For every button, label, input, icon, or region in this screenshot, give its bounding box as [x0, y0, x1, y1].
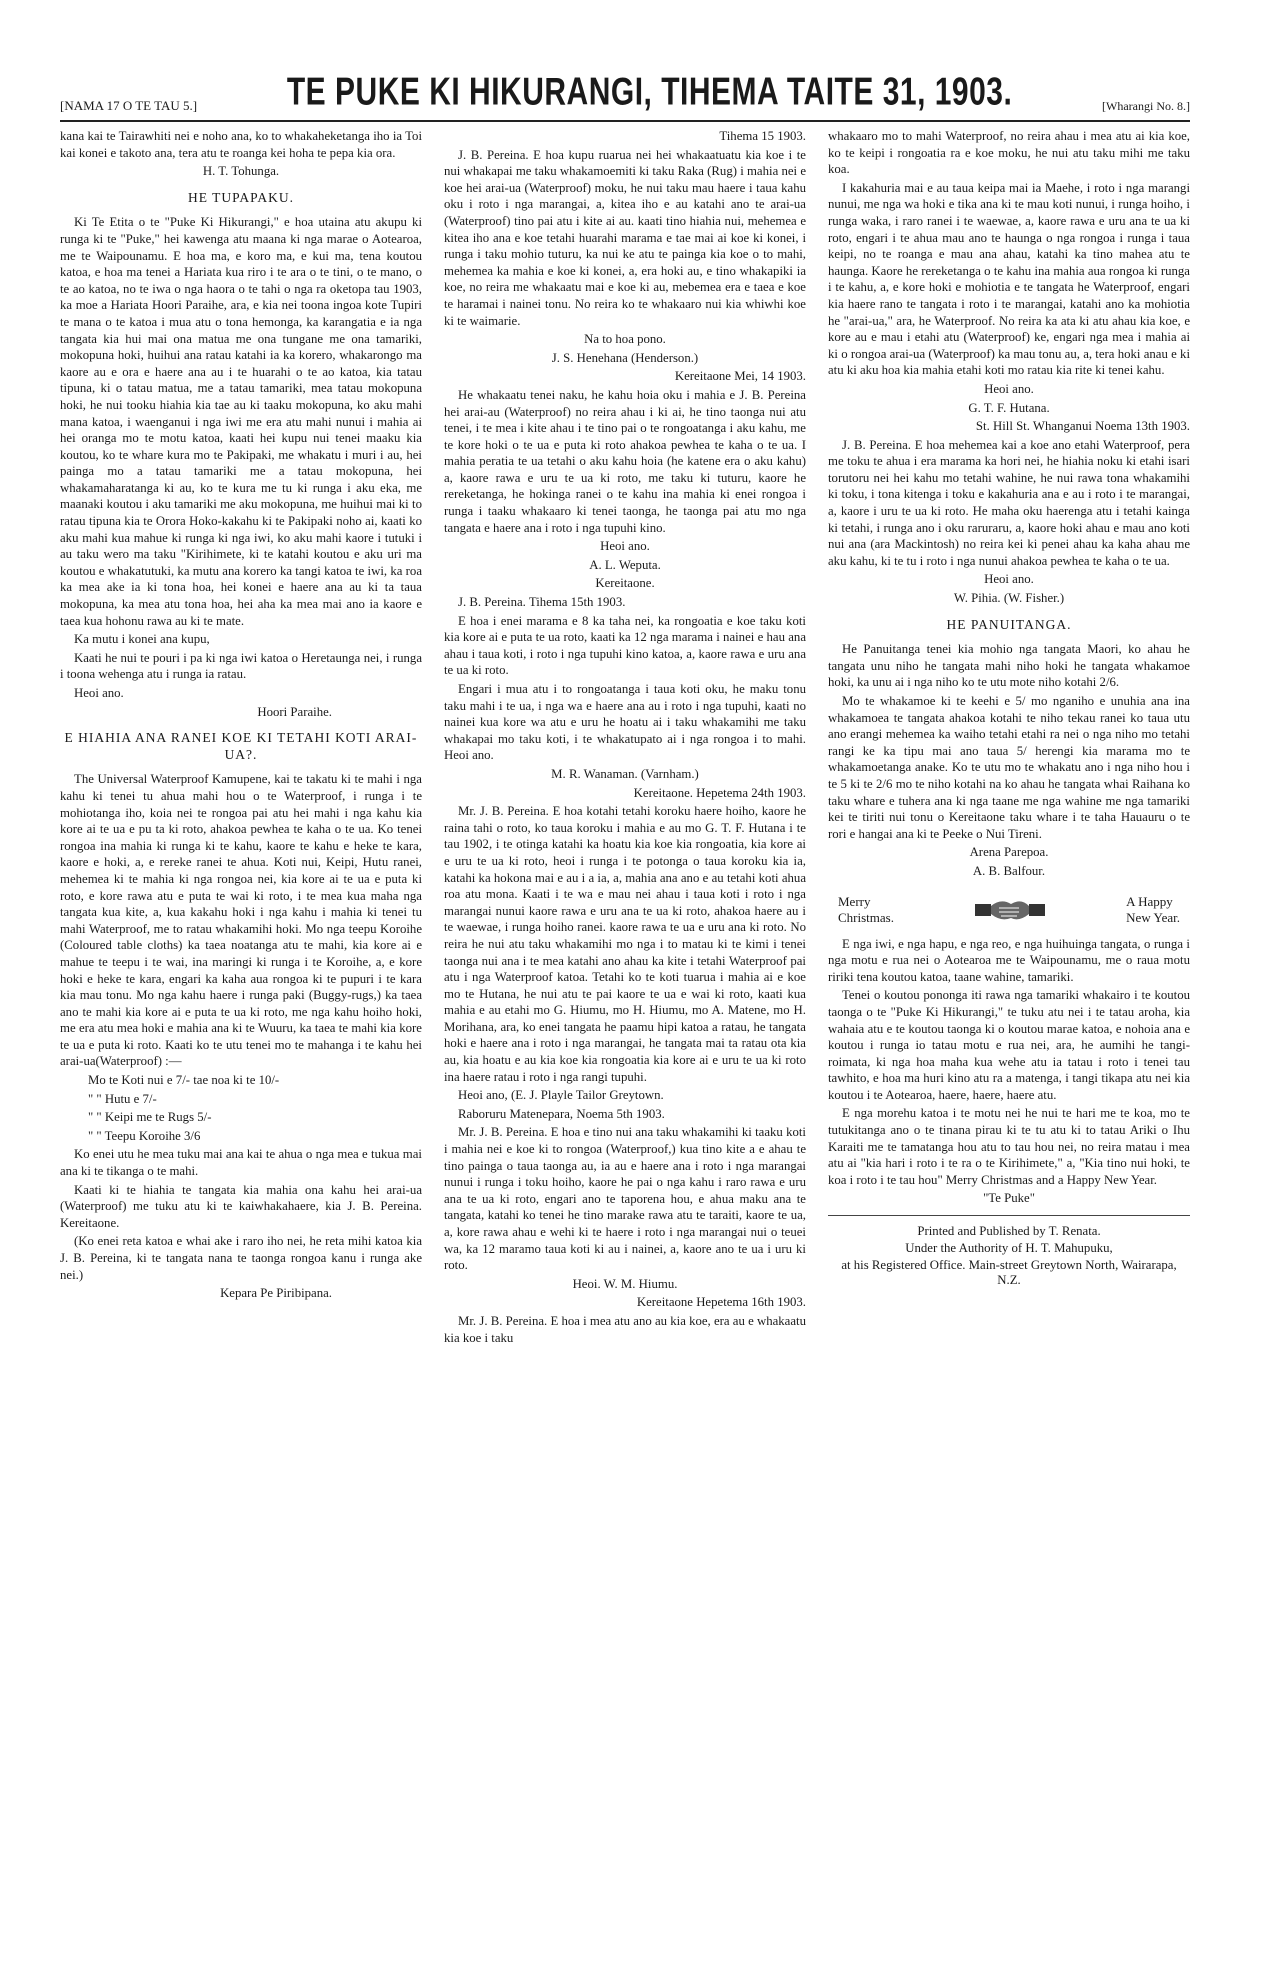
paragraph: Kaati ki te hiahia te tangata kia mahia ona kahu hei arai-ua (Waterproof) me tuku atu ki te kaiwhakahaere, kia J. B. Pereina. Kereitaone.	[60, 1182, 422, 1230]
greeting-text: Merry	[838, 893, 871, 909]
signature: W. Pihia. (W. Fisher.)	[953, 591, 1065, 606]
greeting-text: New Year.	[1126, 909, 1180, 925]
paragraph: E nga iwi, e nga hapu, e nga reo, e nga huihuinga tangata, o runga i nga motu e rua nei o Aotearoa me te Waipounamu, me o raua motu ririki tena koutou katoa, taane wahine, tamariki.	[828, 936, 1190, 984]
price-line: " " Teepu Koroihe 3/6	[88, 1128, 201, 1143]
paragraph: Kaati he nui te pouri i pa ki nga iwi katoa o Heretaunga nei, i runga i toona wehenga atu i runga ia ratau.	[60, 650, 422, 682]
paragraph: E hoa i enei marama e 8 ka taha nei, ka rongoatia e koe taku koti kia kore ai e puta te ua roto, kaati ka 12 nga marama i nainei e hau ana ahau i taua koti, i roto i nga tupuhi kino katoa, a, kaore rawa e uru ana te ua ki roto.	[444, 613, 806, 678]
paragraph: J. B. Pereina. E hoa kupu ruarua nei hei whakaatuatu kia koe i te nui whakapai me taku whakamoemiti ki taku Raka (Rug) i mahia nei e koe hei arai-ua (Waterproof) moku, he nui taku mau haere i taua kahu oku i roto i nga marangai, a, kitea iho e au katahi ano te arai-ua (Waterproof) tino pai atu i kite ai au. kaati tino hiahia nui, mehemea e kitea iho ana e koe tetahi huarahi marama e tae mai ai koe ki konei, i runga i taku mohio tuturu, ka nui ke atu te painga kia koe o to mahi, mehemea ka mahia e koe ki konei, a, era hoki au, e tino whakapiki ia koe, no reira me whakaatu mai e koe ki au, mebemea era e taea e koe te haramai i nainei tonu. No reira ko te whakaaro nui kia whiwhi koe ki te waimarie.	[444, 147, 806, 328]
signature: Arena Parepoa.	[969, 845, 1049, 860]
column-1	[60, 128, 422, 1948]
signature: Heoi ano.	[984, 381, 1034, 396]
imprint-line: Printed and Published by T. Renata.	[917, 1224, 1101, 1239]
paragraph: I kakahuria mai e au taua keipa mai ia Maehe, i roto i nga marangi nunui, me nga wa hoki e tika ana ki te mau koti nunui, i runga hoiho, i runga waka, i raro ranei i te waewae, a, kaore rawa e uru ana te ua ki roto, engari i te ahua mau ano te haunga o nga rongoa i runga i taua keipi, no te roanga e mau ana ahau, katahi ka tino mahea atu te haunga. Kaore he rereketanga o te kahu ina mahia aua rongoa ki runga i te kahu, a, e kore hoki e mohiotia e te tangata he Waterproof, engari kia haere rano te tangata i roto i te marangai, katahi ano ka mohiotia he "arai-ua," ara, he Waterproof. No reira ka ata ki atu ahau kia koe, e kore au e mau i etahi atu (Waterproof) ke, engari nga mea i mahia ai ki o rongoa arai-ua (Waterproof) ka mau tonu au, a, tera hoki anau e ki atu ki aku hoa kia mahia etahi koti mo ratau kia rite ki tenei kahu.	[828, 180, 1190, 378]
handshake-icon	[975, 890, 1045, 930]
paragraph: whakaaro mo to mahi Waterproof, no reira ahau i mea atu ai kia koe, ko te keipi i rongoatia ra e koe moku, he nui atu taku mihi me taku koa.	[828, 129, 1190, 177]
divider	[828, 1215, 1190, 1216]
paragraph: He Panuitanga tenei kia mohio nga tangata Maori, ko ahau he tangata unu niho he tangata mahi niho hoki he tangata whakamoe hoki, ka unu ai i nga niho ko te utu mote niho kotahi 2/6.	[828, 642, 1190, 690]
masthead	[60, 70, 1190, 122]
newspaper-page	[60, 70, 1230, 1960]
greeting-text: A Happy	[1126, 893, 1173, 909]
column-3	[828, 128, 1190, 1948]
signature: J. S. Henehana (Henderson.)	[551, 350, 699, 365]
paragraph: The Universal Waterproof Kamupene, kai te takatu ki te mahi i nga kahu ki tenei tu ahua mahi hou o te Waterproof, i runga i te mohiotanga iho, koia nei te rongoa pai atu hei mahi i nga kahu kia kore ai te ua e pu ta ki roto, ahakoa pewhea te kaha o te ua. Ko tenei rongoa ina mahia ki runga ki te kahu, kaore te kahu e heke te kara, kaore e hoki, a, e rereke ranei te ahua. Koti nui, Keipi, Hutu ranei, mehemea ki te mahia ki nga rongoa nei, kia kore ai te ua e puta ki roto, e kore rawa atu e puta te wai ki roto, i te mea kua maha nga tangata kua kite, a, kua kakahu hoki i nga kahu i mahia ki tenei tu mahi Waterproof, me to ratau whakamihi hoki. Mo nga teepu Koroihe (Coloured table cloths) ka taea noatanga atu te mahi, kia kore ai e mahue te teepu i te wai, ina maringi ki runga i te Koroihe, a, e kore hoki e heke te kara, engari ka kaha aua rongoa ki te pupuri i te kara kia mau tonu. Mo nga kahu haere i runga paki (Buggy-rugs,) ka taea ano te mahi kia kore ai e puta te ua ki roto, me nga kahu hoiho hoki, me era atu mea hoki e mahia ana ki te Wuuru, ka taea te mahi kia kore te ua e puta ki roto. Kaati ko te utu tenei mo te mahanga i te kahu hei arai-ua(Waterproof) :—	[60, 772, 422, 1069]
issue-number: [NAMA 17 O TE TAU 5.]	[60, 98, 198, 113]
letter-date: Kereitaone. Hepetema 24th 1903.	[633, 785, 806, 800]
section-heading: E HIAHIA ANA RANEI KOE KI TETAHI KOTI ARAI-UA?.	[64, 730, 418, 762]
season-greeting	[828, 890, 1190, 930]
paragraph: Mr. J. B. Pereina. E hoa i mea atu ano au kia koe, era au e whakaatu kia koe i taku	[444, 1313, 806, 1345]
price-line: Mo te Koti nui e 7/- tae noa ki te 10/-	[88, 1073, 280, 1088]
page-title: TE PUKE KI HIKURANGI, TIHEMA TAITE 31, 1903.	[286, 70, 1013, 114]
paragraph: Tenei o koutou pononga iti rawa nga tamariki whakairo i te koutou taonga o te "Puke Ki Hikurangi," te tuku atu nei i te tatau aroha, kia wahaia atu e te koutou taonga ki o koutou marae katoa, e nohoia ana e koutou i runga io tatau motu e rua nei, ara, he aumihi he tangi-roimata, ki nga hoa maha kua wehe atu ia tatau i roto i tenei tau tawhito, e hoa ma huri kino atu ra a matenga, i tangi tikapa atu nei kia koutou i te Aotearoa, haere, haere, haere atu.	[828, 988, 1190, 1102]
paragraph: Heoi ano.	[74, 686, 124, 700]
column-2	[444, 128, 806, 1948]
paragraph: Mr. J. B. Pereina. E hoa kotahi tetahi koroku haere hoiho, kaore he raina tahi o roto, ko taua koroku i mahia e au mo G. T. F. Hutana i te tau 1902, i te otinga katahi ka hoatu kia koe kia rongoatia, kia kore ai e uru te ua ki roto, heoi i runga i te potonga o taua koroku kia ia, katahi ka hokona mai e au i a ia, a, mahia ana ano e au tetahi koti ahua roa atu mona. Kaati i te wa e mau nei ahau i taua koti i roto i nga marangai nunui kaore rawa e uru ana te ua ki roto, ahakoa haere au i te waewae, i runga hoiho ranei. kaore rawa te ua e uru ana ki roto. No reira he nui atu taku whakamihi mo nga i to matau ki te kimi i tenei taonga nui ana i te mea katahi ano ahau ka kite i tetahi Waterproof pai atu i nga Waterproof katoa. Tetahi ko te koti tuarua i mahia ai e koe mo te Hutana, he nui atu te pai kaore te ua e wai ki roto, kaati kua mahia e au etahi mo G. Hiumu, mo H. Hiumu, mo A. Matene, mo H. Morihana, ara, ko enei tangata he paamu hipi katoa a ratau, he tangata hoki e haere ana i roto i nga marangai, he tangata mai ta ratau ota kia au, kia hoatu e au kia koe kia rongoatia kia kore ai e uru te ua ki roto ina haere ratau i roto i nga rangi tupuhi.	[444, 804, 806, 1084]
section-heading: HE TUPAPAKU.	[187, 189, 295, 205]
letter-date: Tihema 15 1903.	[719, 129, 806, 143]
price-line: " " Hutu e 7/-	[88, 1091, 157, 1106]
letter-date: Kereitaone Mei, 14 1903.	[674, 369, 806, 384]
letter-date: St. Hill St. Whanganui Noema 13th 1903.	[975, 419, 1190, 434]
price-line: " " Keipi me te Rugs 5/-	[88, 1110, 212, 1125]
paragraph: (Ko enei reta katoa e whai ake i raro iho nei, he reta mihi katoa kia J. B. Pereina, ki te tangata nana te taonga rongoa kanu i runga ake nei.)	[60, 1234, 422, 1282]
section-heading: HE PANUITANGA.	[946, 616, 1072, 632]
signature: Kereitaone.	[595, 576, 655, 591]
signature: Heoi. W. M. Hiumu.	[572, 1276, 678, 1291]
signature: M. R. Wanaman. (Varnham.)	[551, 766, 699, 781]
letter-date: J. B. Pereina. Tihema 15th 1903.	[458, 595, 626, 610]
paragraph: Ki Te Etita o te "Puke Ki Hikurangi," e hoa utaina atu akupu ki runga ki te "Puke," hei kawenga atu maana ki nga marae o Aotearoa, me te Waipounamu. E hoa ma, e koro ma, e kui ma, tena koutou katoa, e hoa ma tenei a Hariata kua riro i te ara o te tini, o te mano, o te ao katoa, no te iwa o nga haora o te tahi o nga ra oketopa tau 1903, ka moe a Hariata Hoori Paraihe, ara, e kia nei toona ingoa kote Tupiri te mana o te katoa i mua atu o tona hemonga, ka karangatia e ia nga tangata kia hui mai ona matua me ona tungane me ona tamariki, mokopuna hoki, huihui ana ratau katahi ia ka korero, whakarongo ma kaore au e ora e haere ana au i te huarahi o te ao katoa, kia tatau tipuna, ki o tatau matua, me a tatau tamariki, mea tatau mokopuna hoki, he nui tooku hiahia kia tae au ki taaku mokopuna, ko aku mahi mana katoa, i waenganui i nga iwi me era atu mahi nunui i mahia ai hei oranga mo te motu katoa, kaati hei kupu nui tenei maaku kia koutou, ko te whare kura mo te Pakipaki, me whakatu i muri i au, hei painga mo a tatau tamariki me a tatau mokopuna, hei whakamaharatanga ki au, ko te kura me tu ki runga i aku eka, me maanaki koutou i aku tamariki me aku mokopuna, me huihui mai ki to ratau tipuna kia te Orora Hoko-kakahu ki te Pakipaki noho ai, kaati ko aku mahi kua mahue ki runga ki nga iwi, ko aku mahi kaore i tutuki i au taku wero ma taku "Kirihimete, ki te katahi koutou e aku uri ma koutou e whakatutuki, ka mutu ana korero ka tangi katoa te iwi, ka roa ka mea ake ia ki tona hoa, hei konei e haere ana au ki ta taua mokopuna, ka mea atu tona hoa, hei aha ka mea mai ano ia kaore e taea kua hohonu rawa au ki te mate.	[60, 215, 422, 628]
paragraph: E nga morehu katoa i te motu nei he nui te hari me te koa, mo te tutukitanga ano o te tinana pirau ki te tu atu ki to tatau Ariki o Ihu Karaiti me te tamatanga hou atu to tau hou nei, no reira matau i mea atu ai "kia hari i roto i te ra o te Kirihimete," a, "Kia tino nui hoki, te koa i roto i te tau hou" Merry Christmas and a Happy New Year.	[828, 1106, 1190, 1187]
signature: A. L. Weputa.	[589, 557, 661, 572]
paragraph: He whakaatu tenei naku, he kahu hoia oku i mahia e J. B. Pereina hei arai-au (Waterproof) no reira ahau i ki ai, he tino taonga nui atu tenei, i te mea i kite ahau i te tino pai o te rongoatanga i aku kahu, me te kore hoki o te ua e puta ki roto ahakoa pewhea te kaha o te ua. I mahia peratia te ua tetahi o aku kahu hoia (he katene era o aku kahu) a, kaore rawa e uru te ua ki roto, me taku ki tuturu, kaore he rereketanga, he hokinga ranei o te kahu ina mahia ki enei rongoa i runga i taaku whakaaro ki tenei taonga, he taonga pai atu mo nga tangata e haere ana i roto i nga tupuhi kino.	[444, 387, 806, 535]
signature: Hoori Paraihe.	[257, 704, 332, 719]
signature: A. B. Balfour.	[972, 863, 1046, 878]
paragraph: Engari i mua atu i to rongoatanga i taua koti oku, he maku tonu taku mahi i te ua, i nga wa e haere ana au i roto i nga tupuhi, kaati no nainei kua kore wa atu e uru he hoatu ai i taku whakamihi me taku whakapai mo taku koti, i te whakatupato ai i nga rongoa i to mahi. Heoi ano.	[444, 682, 806, 763]
paragraph: Mr. J. B. Pereina. E hoa e tino nui ana taku whakamihi ki taaku koti i mahia nei e koe ki to rongoa (Waterproof,) kua tino kite a e ahau te tino painga o taua taonga au, ia au e haere ana i roto i nga marangai nunui i runga i toku hoiho, kaore he pai o nga kahu i raro rawa e uru ana te ua ki roto, engari ano te taporena hou, e ahua maku ana te tangata, katahi ko tenei he tino marake rawa atu te taraiti, kaore te ua, a, kore rawa ahau e wehi ki te haere i roto i nga marangai nui o teuei wa, ka 12 maramo taua koti ki au i nainei, a, kaore ano te ua i uru ki roto.	[444, 1125, 806, 1273]
greeting-text: Christmas.	[838, 909, 894, 925]
paragraph: J. B. Pereina. E hoa mehemea kai a koe ano etahi Waterproof, pera me toku te ahua i era marama ka hori nei, he hiahia noku ki etahi isari torutoru nei hei kahu mo tetahi wahine, he nui rawa tona whakamihi ki toku, i tona kitenga i toku e kakahuria ana e au i roto i te marangai, a, kaore i uru te ua ki roto. He maha oku haerenga atu i tetahi kainga ki tetahi, i runga ano i oku raruraru, a, kaore hoki ahau e mau ano koti nui ana (ara Mackintosh) no reira kei ki penei ahau ka kaha ahau me aku kahu, ki te tu i roto i nga nunui ahakoa pewhea te kaha o te ua.	[828, 437, 1190, 568]
signature: Heoi ano.	[984, 572, 1034, 587]
signature: H. T. Tohunga.	[202, 164, 280, 179]
signature: G. T. F. Hutana.	[968, 400, 1050, 415]
signature: "Te Puke"	[983, 1191, 1035, 1206]
imprint-line: at his Registered Office. Main-street Greytown North, Wairarapa, N.Z.	[841, 1258, 1177, 1288]
letter-date: Raboruru Matenepara, Noema 5th 1903.	[458, 1106, 665, 1121]
signature: Na to hoa pono.	[584, 332, 666, 347]
greeting-left	[838, 894, 894, 926]
signature: Heoi ano, (E. J. Playle Tailor Greytown.	[458, 1088, 664, 1103]
paragraph: Ko enei utu he mea tuku mai ana kai te ahua o nga mea e tukua mai ana ki te tikanga o te mahi.	[60, 1147, 422, 1179]
signature: Kepara Pe Piribipana.	[220, 1286, 332, 1301]
page-number: [Wharangi No. 8.]	[1102, 99, 1190, 113]
paragraph: Mo te whakamoe ki te keehi e 5/ mo nganiho e unuhia ana ina whakamoea te tangata ahakoa kotahi te niho tekau ranei ko taua utu ano erangi mehemea ka waiho tetahi etahi ra nei o nga niho mo tetahi rangi ke ka tipu mai ano taua 5/ herengi kia marama mo te whakamoetanga anake. Ko te utu mo te whakatu ano i nga niho hou i te 5 ki te 2/6 mo te niho kotahi na ko ahau he tangata whai Raihana ko taku whare e tuhera ana ki nga taane me nga wahine me nga tamariki kei te tiriti nui tonu o Kereitaone taku whare i te taha Hauauru o te rori e hangai ana ki te Peeke o Nui Tireni.	[828, 694, 1190, 841]
letter-date: Kereitaone Hepetema 16th 1903.	[636, 1295, 806, 1310]
imprint-line: Under the Authority of H. T. Mahupuku,	[905, 1241, 1113, 1256]
signature: Heoi ano.	[600, 539, 650, 554]
paragraph: Ka mutu i konei ana kupu,	[74, 632, 210, 647]
greeting-right	[1126, 894, 1180, 926]
columns	[60, 128, 1190, 1948]
paragraph: kana kai te Tairawhiti nei e noho ana, ko to whakaheketanga iho ia Toi kai konei e takoto ana, tera atu te roanga kei hoha te pepa kia ora.	[60, 129, 422, 160]
